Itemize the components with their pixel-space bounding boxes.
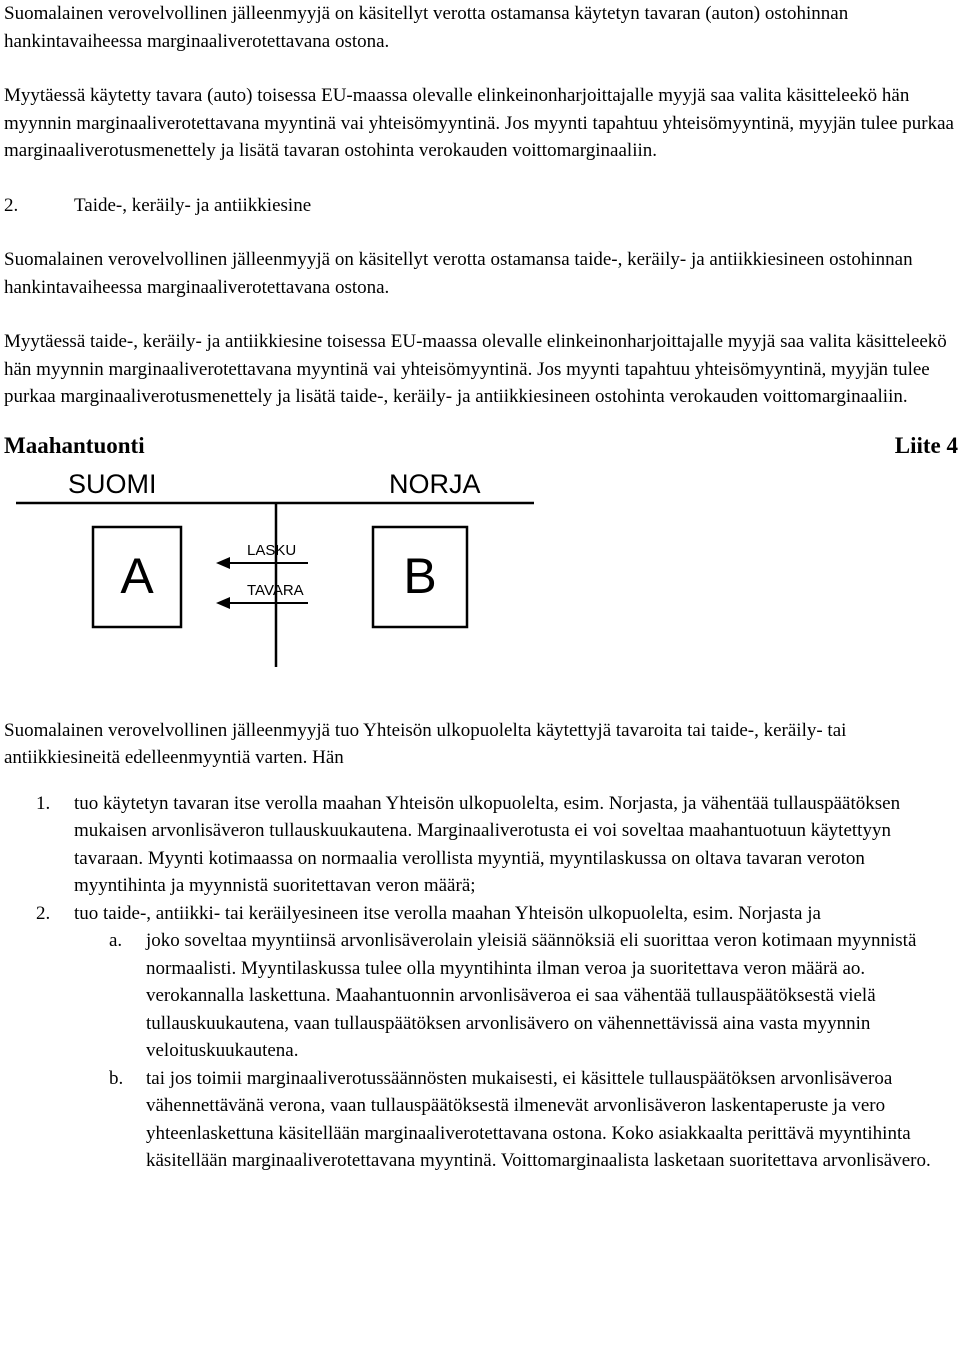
subheading-number: 2.	[4, 194, 19, 216]
paragraph-3: Suomalainen verovelvollinen jälleenmyyjä on käsitellyt verotta ostamansa taide-, keräily- ja antiikkiesineen ostohinnan hankintavaiheessa marginaaliverotettavana ostona.	[4, 249, 913, 298]
import-diagram-svg	[4, 467, 958, 687]
box-b-letter: B	[403, 547, 437, 604]
sub-list-marker: b.	[109, 1067, 124, 1089]
section-heading-row	[4, 431, 958, 461]
sub-list-item-text: tai jos toimii marginaaliverotussäännösten mukaisesti, ei käsittele tullauspäätöksen arvonlisäveroa vähennettävänä verona, vaan tullauspäätöksestä ilmenevät arvonlisäveron laskentaperuste ja vero yhteenlaskettuna käsitellään marginaaliverotettavana ostona. Koko asiakkaalta perittävä myyntihinta käsitellään marginaaliverotettavana myyntinä. Voittomarginaalista lasketaan suoritettava arvonlisävero.	[146, 1067, 931, 1171]
import-list	[4, 790, 958, 1175]
list-marker: 1.	[36, 792, 51, 814]
label-lasku: LASKU	[247, 541, 297, 559]
import-diagram	[4, 467, 958, 687]
sub-list-item-text: joko soveltaa myyntiinsä arvonlisäverolain yleisiä säännöksiä eli suorittaa veron kotimaan myynnistä normaalisti. Myyntilaskussa tulee olla myyntihinta ilman veroa ja suoritettava veron määrä ao. verokannalla laskettuna. Maahantuonnin arvonlisäveroa ei saa vähentää tullauspäätöksestä vielä tullauskuukautena, vaan tullauspäätöksen arvonlisävero on vähennettävissä aina vasta myynnin veloituskuukautena.	[146, 930, 917, 1061]
paragraph-4: Myytäessä taide-, keräily- ja antiikkiesine toisessa EU-maassa olevalle elinkeinonharjoittajalle myyjä saa valita käsitteleekö hän myynnin marginaaliverotettavana myyntinä vai yhteisömyyntinä. Jos myynti tapahtuu yhteisömyyntinä, myyjän tulee purkaa marginaaliverotusmenettely ja lisätä taide-, keräily- ja antiikkiesineen ostohinta verokauden voittomarginaaliin.	[4, 331, 947, 407]
paragraph-2: Myytäessä käytetty tavara (auto) toisessa EU-maassa olevalle elinkeinonharjoittajalle myyjä saa valita käsitteleekö hän myynnin marginaaliverotettavana myyntinä vai yhteisömyyntinä. Jos myynti tapahtuu yhteisömyyntinä, myyjän tulee purkaa marginaaliverotusmenettely ja lisätä tavaran ostohinta verokauden voittomarginaaliin.	[4, 85, 954, 161]
list-item-1	[4, 790, 958, 900]
sub-list	[74, 927, 958, 1175]
list-marker: 2.	[36, 902, 51, 924]
label-suomi: SUOMI	[68, 468, 157, 499]
appendix-label: Liite 4	[894, 432, 958, 458]
sub-list-item-a	[74, 927, 958, 1065]
document	[4, 0, 958, 1175]
subheading-art-collectibles	[4, 192, 958, 220]
sub-list-item-b	[74, 1065, 958, 1175]
sub-list-marker: a.	[109, 930, 123, 951]
label-norja: NORJA	[389, 468, 481, 499]
subheading-text: Taide-, keräily- ja antiikkiesine	[74, 194, 312, 216]
section-title: Maahantuonti	[4, 432, 145, 458]
label-tavara: TAVARA	[247, 581, 304, 599]
list-item-2	[4, 900, 958, 1175]
arrow-tavara-head	[216, 597, 230, 609]
paragraph-5: Suomalainen verovelvollinen jälleenmyyjä tuo Yhteisön ulkopuolelta käytettyjä tavaroita tai taide-, keräily- tai antiikkiesineitä edelleenmyyntiä varten. Hän	[4, 719, 847, 768]
paragraph-1: Suomalainen verovelvollinen jälleenmyyjä on käsitellyt verotta ostamansa käytetyn tavaran (auton) ostohinnan hankintavaiheessa marginaaliverotettavana ostona.	[4, 3, 849, 52]
list-item-text: tuo käytetyn tavaran itse verolla maahan Yhteisön ulkopuolelta, esim. Norjasta, ja vähentää tullauspäätöksen mukaisen arvonlisäveron tullauskuukautena. Marginaaliverotusta ei voi soveltaa maahantuotuun käytettyyn tavaraan. Myynti kotimaassa on normaalia verollista myyntiä, myyntilaskussa on oltava tavaran veroton myyntihinta ja myynnistä suoritettavan veron määrä;	[74, 792, 901, 896]
list-item-text: tuo taide-, antiikki- tai keräilyesineen itse verolla maahan Yhteisön ulkopuolelta, esim. Norjasta ja	[74, 902, 821, 924]
box-a-letter: A	[120, 547, 154, 604]
arrow-lasku-head	[216, 557, 230, 569]
